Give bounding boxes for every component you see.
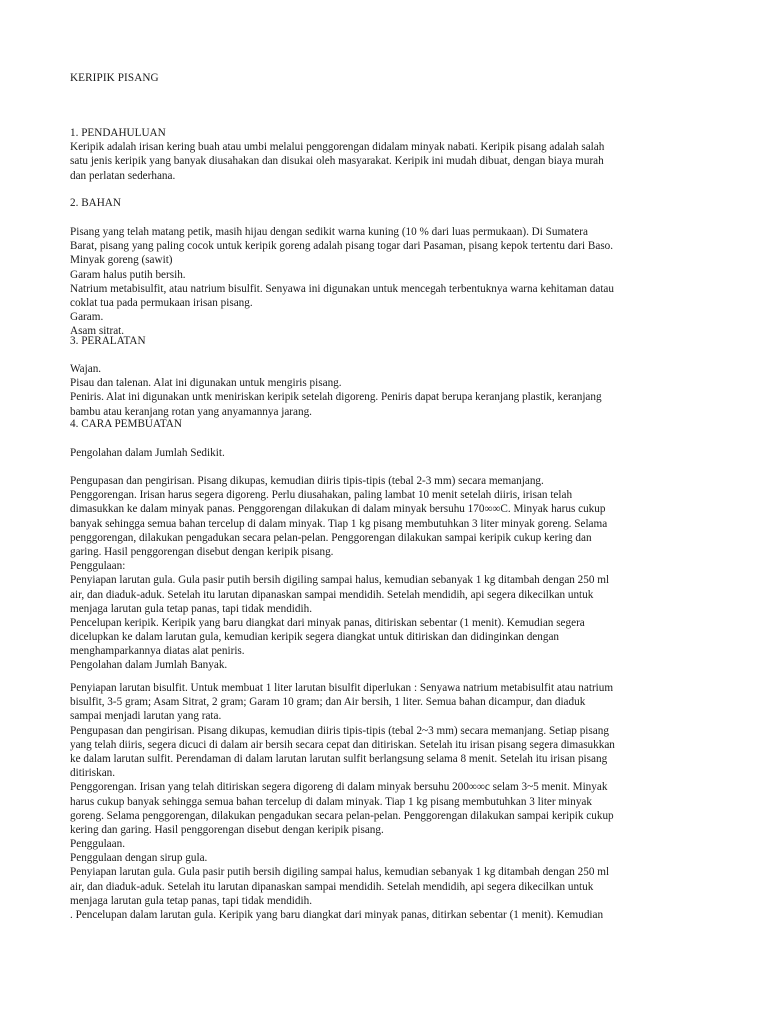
list-item: Garam halus putih bersih. xyxy=(70,268,186,281)
paragraph-line: air, dan diaduk-aduk. Setelah itu larutan dipanaskan sampai mendidih. Setelah mendidih, api segera dikecilkan untuk xyxy=(70,588,594,601)
section-bahan-body xyxy=(70,225,700,339)
paragraph-line: kering dan garing. Hasil penggorengan disebut dengan keripik pisang. xyxy=(70,823,384,836)
paragraph-line: Penyiapan larutan gula. Gula pasir putih bersih digiling sampai halus, kemudian sebanyak 1 kg ditambah dengan 250 ml xyxy=(70,866,610,879)
paragraph-line: ditiriskan. xyxy=(70,767,116,780)
paragraph-line: sampai menjadi larutan yang rata. xyxy=(70,710,222,723)
list-item: Peniris. Alat ini digunakan untk meniriskan keripik setelah digoreng. Peniris dapat berupa keranjang plastik, keranjang xyxy=(70,391,602,404)
paragraph-line: dicelupkan ke dalam larutan gula, kemudian keripik segera diangkat untuk ditiriskan dan didinginkan dengan xyxy=(70,631,559,644)
subsection-title: Pengolahan dalam Jumlah Sedikit. xyxy=(70,447,225,459)
paragraph-line: air, dan diaduk-aduk. Setelah itu larutan dipanaskan sampai mendidih. Setelah mendidih, api segera dikecilkan untuk xyxy=(70,880,594,893)
section-heading: 1. PENDAHULUAN xyxy=(70,127,166,139)
paragraph-line: Pencelupan keripik. Keripik yang baru diangkat dari minyak panas, ditiriskan sebentar (1 menit). Kemudian segera xyxy=(70,616,585,629)
paragraph-line: Penggulaan dengan sirup gula. xyxy=(70,852,208,865)
section-heading: 2. BAHAN xyxy=(70,197,121,209)
document-title: KERIPIK PISANG xyxy=(70,72,159,84)
paragraph-line: Penggorengan. Irisan yang telah ditiriskan segera digoreng di dalam minyak bersuhu 200∞∞c selam 3~5 menit. Minyak xyxy=(70,781,608,794)
section-cara-pembuatan-body xyxy=(70,474,700,673)
list-item: bambu atau keranjang rotan yang anyamannya jarang. xyxy=(70,405,312,418)
paragraph-line: Keripik adalah irisan kering buah atau umbi melalui penggorengan didalam minyak nabati. Keripik pisang adalah salah xyxy=(70,141,605,154)
list-item: Minyak goreng (sawit) xyxy=(70,254,173,267)
paragraph-line: Barat, pisang yang paling cocok untuk keripik goreng adalah pisang togar dari Pasaman, pisang kepok tertentu dari Baso. xyxy=(70,240,614,253)
list-item: coklat tua pada permukaan irisan pisang. xyxy=(70,296,253,309)
paragraph-line: menjaga larutan gula tetap panas, tapi tidak mendidih. xyxy=(70,894,313,907)
paragraph-line: harus cukup banyak sehingga semua bahan tercelup di dalam minyak. Tiap 1 kg pisang membutuhkan 3 liter minyak xyxy=(70,795,592,808)
section-heading: 4. CARA PEMBUATAN xyxy=(70,418,182,430)
section-peralatan-body xyxy=(70,362,700,419)
section-heading: 3. PERALATAN xyxy=(70,335,146,347)
paragraph-line: bisulfit, 3-5 gram; Asam Sitrat, 2 gram; Garam 10 gram; dan Air bersih, 1 liter. Semua bahan dicampur, dan diaduk xyxy=(70,696,586,709)
section-bahan xyxy=(70,196,700,210)
section-cara-pembuatan xyxy=(70,417,700,431)
list-item: Asam sitrat. xyxy=(70,325,125,338)
paragraph-line: penggorengan, dilakukan pengadukan secara pelan-pelan. Penggorengan dilakukan sampai keripik cukup kering dan xyxy=(70,531,592,544)
paragraph-line: Pengupasan dan pengirisan. Pisang dikupas, kemudian diiris tipis-tipis (tebal 2-3 mm) secara memanjang. xyxy=(70,475,544,487)
subsection-title: Pengolahan dalam Jumlah Banyak. xyxy=(70,659,228,672)
paragraph-line: Penggorengan. Irisan harus segera digoreng. Perlu diusahakan, paling lambat 10 menit setelah diiris, irisan telah xyxy=(70,489,573,502)
section-cara-pembuatan-body-2 xyxy=(70,681,700,922)
paragraph-line: menghamparkannya diatas alat peniris. xyxy=(70,645,245,658)
paragraph-line: ke dalam larutan sulfit. Perendaman di dalam larutan larutan sulfit berlangsung selama 8 menit. Setelah itu irisan pisang xyxy=(70,752,608,765)
paragraph-line: banyak sehingga semua bahan tercelup di dalam minyak. Tiap 1 kg pisang membutuhkan 3 liter minyak goreng. Selama xyxy=(70,517,608,530)
paragraph-line: Penyiapan larutan gula. Gula pasir putih bersih digiling sampai halus, kemudian sebanyak 1 kg ditambah dengan 250 ml xyxy=(70,574,610,587)
paragraph-line: dimasukkan ke dalam minyak panas. Penggorengan dilakukan di dalam minyak bersuhu 170∞∞C. Minyak harus cukup xyxy=(70,503,606,516)
paragraph-line: Penggulaan: xyxy=(70,560,126,573)
list-item: Natrium metabisulfit, atau natrium bisulfit. Senyawa ini digunakan untuk mencegah terbentuknya warna kehitaman datau xyxy=(70,282,614,295)
list-item: Pisau dan talenan. Alat ini digunakan untuk mengiris pisang. xyxy=(70,377,342,390)
list-item: Wajan. xyxy=(70,363,102,375)
subsection-intro xyxy=(70,446,700,460)
paragraph-line: Pisang yang telah matang petik, masih hijau dengan sedikit warna kuning (10 % dari luas permukaan). Di Sumatera xyxy=(70,226,588,238)
paragraph-line: Penggulaan. xyxy=(70,838,125,851)
section-pendahuluan xyxy=(70,126,700,183)
paragraph-line: yang telah diiris, segera dicuci di dalam air bersih secara cepat dan ditiriskan. Setelah itu irisan pisang segera dimasukkan xyxy=(70,738,615,751)
list-item: Garam. xyxy=(70,311,104,324)
paragraph-line: satu jenis keripik yang banyak diusahakan dan disukai oleh masyarakat. Keripik ini mudah dibuat, dengan biaya murah xyxy=(70,155,604,168)
paragraph-line: menjaga larutan gula tetap panas, tapi tidak mendidih. xyxy=(70,602,313,615)
paragraph-line: Penyiapan larutan bisulfit. Untuk membuat 1 liter larutan bisulfit diperlukan : Senyawa natrium metabisulfit atau natrium xyxy=(70,682,614,694)
section-peralatan xyxy=(70,334,700,348)
paragraph-line: . Pencelupan dalam larutan gula. Keripik yang baru diangkat dari minyak panas, ditirkan sebentar (1 menit). Kemudian xyxy=(70,909,604,921)
paragraph-line: goreng. Selama penggorengan, dilakukan pengadukan secara pelan-pelan. Penggorengan dilakukan sampai keripik cukup xyxy=(70,809,614,822)
paragraph-line: dan perlatan sederhana. xyxy=(70,169,176,182)
paragraph-line: garing. Hasil penggorengan disebut dengan keripik pisang. xyxy=(70,545,334,558)
paragraph-line: Pengupasan dan pengirisan. Pisang dikupas, kemudian diiris tipis-tipis (tebal 2~3 mm) secara memanjang. Setiap pisang xyxy=(70,724,609,737)
